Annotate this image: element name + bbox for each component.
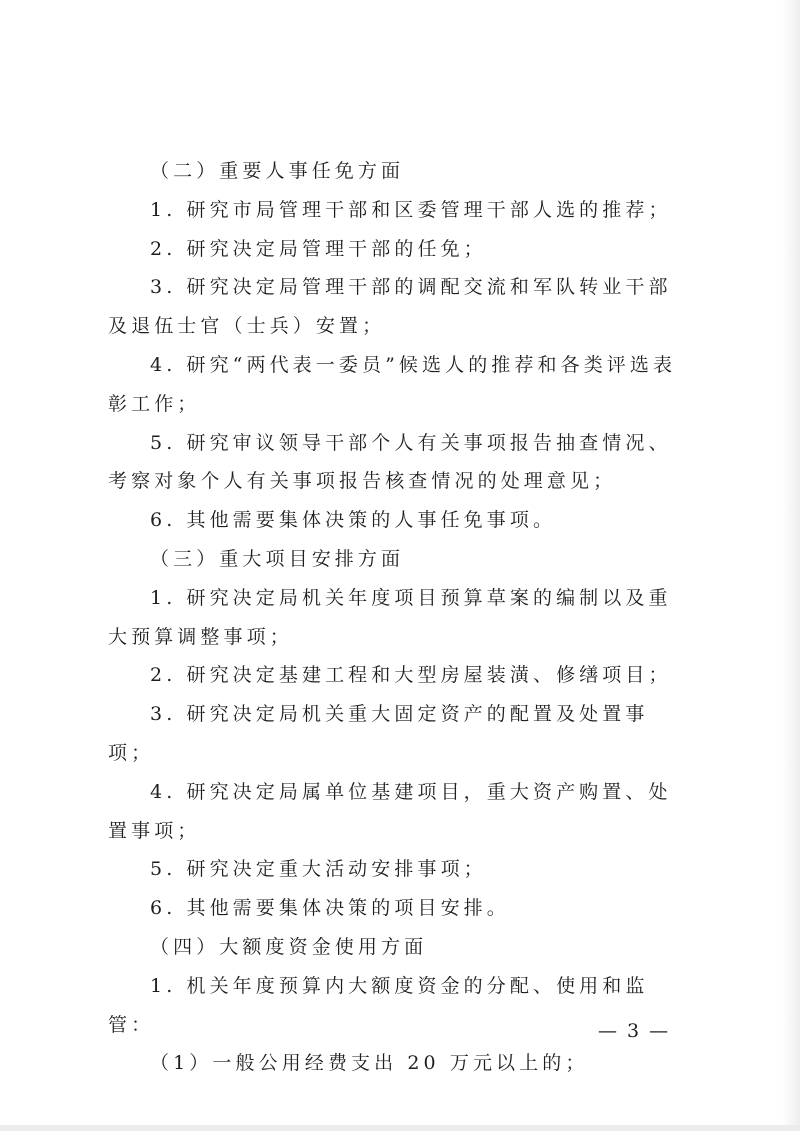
page-bottom-edge	[0, 1125, 800, 1131]
list-item: 3. 研究决定局管理干部的调配交流和军队转业干部及退伍士官（士兵）安置；	[108, 276, 672, 338]
section-heading-personnel: （二）重要人事任免方面	[150, 160, 405, 182]
list-item: 1. 研究市局管理干部和区委管理干部人选的推荐；	[150, 198, 672, 221]
list-item: 3. 研究决定局机关重大固定资产的配置及处置事项；	[108, 703, 649, 764]
section-heading-funds: （四）大额度资金使用方面	[150, 935, 428, 958]
page-number: — 3 —	[598, 1020, 671, 1042]
page-edge-shadow	[782, 0, 800, 1131]
list-item: 4. 研究决定局属单位基建项目，重大资产购置、处置事项；	[108, 780, 672, 842]
section-heading-projects: （三）重大项目安排方面	[150, 547, 405, 570]
list-item: 1. 机关年度预算内大额度资金的分配、使用和监管：	[108, 974, 649, 1036]
list-item: 6. 其他需要集体决策的项目安排。	[150, 897, 510, 920]
list-item: 2. 研究决定局管理干部的任免；	[150, 237, 487, 260]
list-item: 2. 研究决定基建工程和大型房屋装潢、修缮项目；	[150, 664, 672, 687]
list-item: 6. 其他需要集体决策的人事任免事项。	[150, 509, 557, 532]
list-item: （1）一般公用经费支出 20 万元以上的；	[150, 1052, 589, 1075]
list-item: 1. 研究决定局机关年度项目预算草案的编制以及重大预算调整事项；	[108, 586, 672, 648]
list-item: 5. 研究决定重大活动安排事项；	[150, 858, 487, 881]
list-item: 4. 研究“两代表一委员”候选人的推荐和各类评选表彰工作；	[108, 353, 677, 415]
list-item: 5. 研究审议领导干部个人有关事项报告抽查情况、考察对象个人有关事项报告核查情况的处理意见；	[108, 431, 672, 493]
document-body	[108, 152, 690, 1083]
